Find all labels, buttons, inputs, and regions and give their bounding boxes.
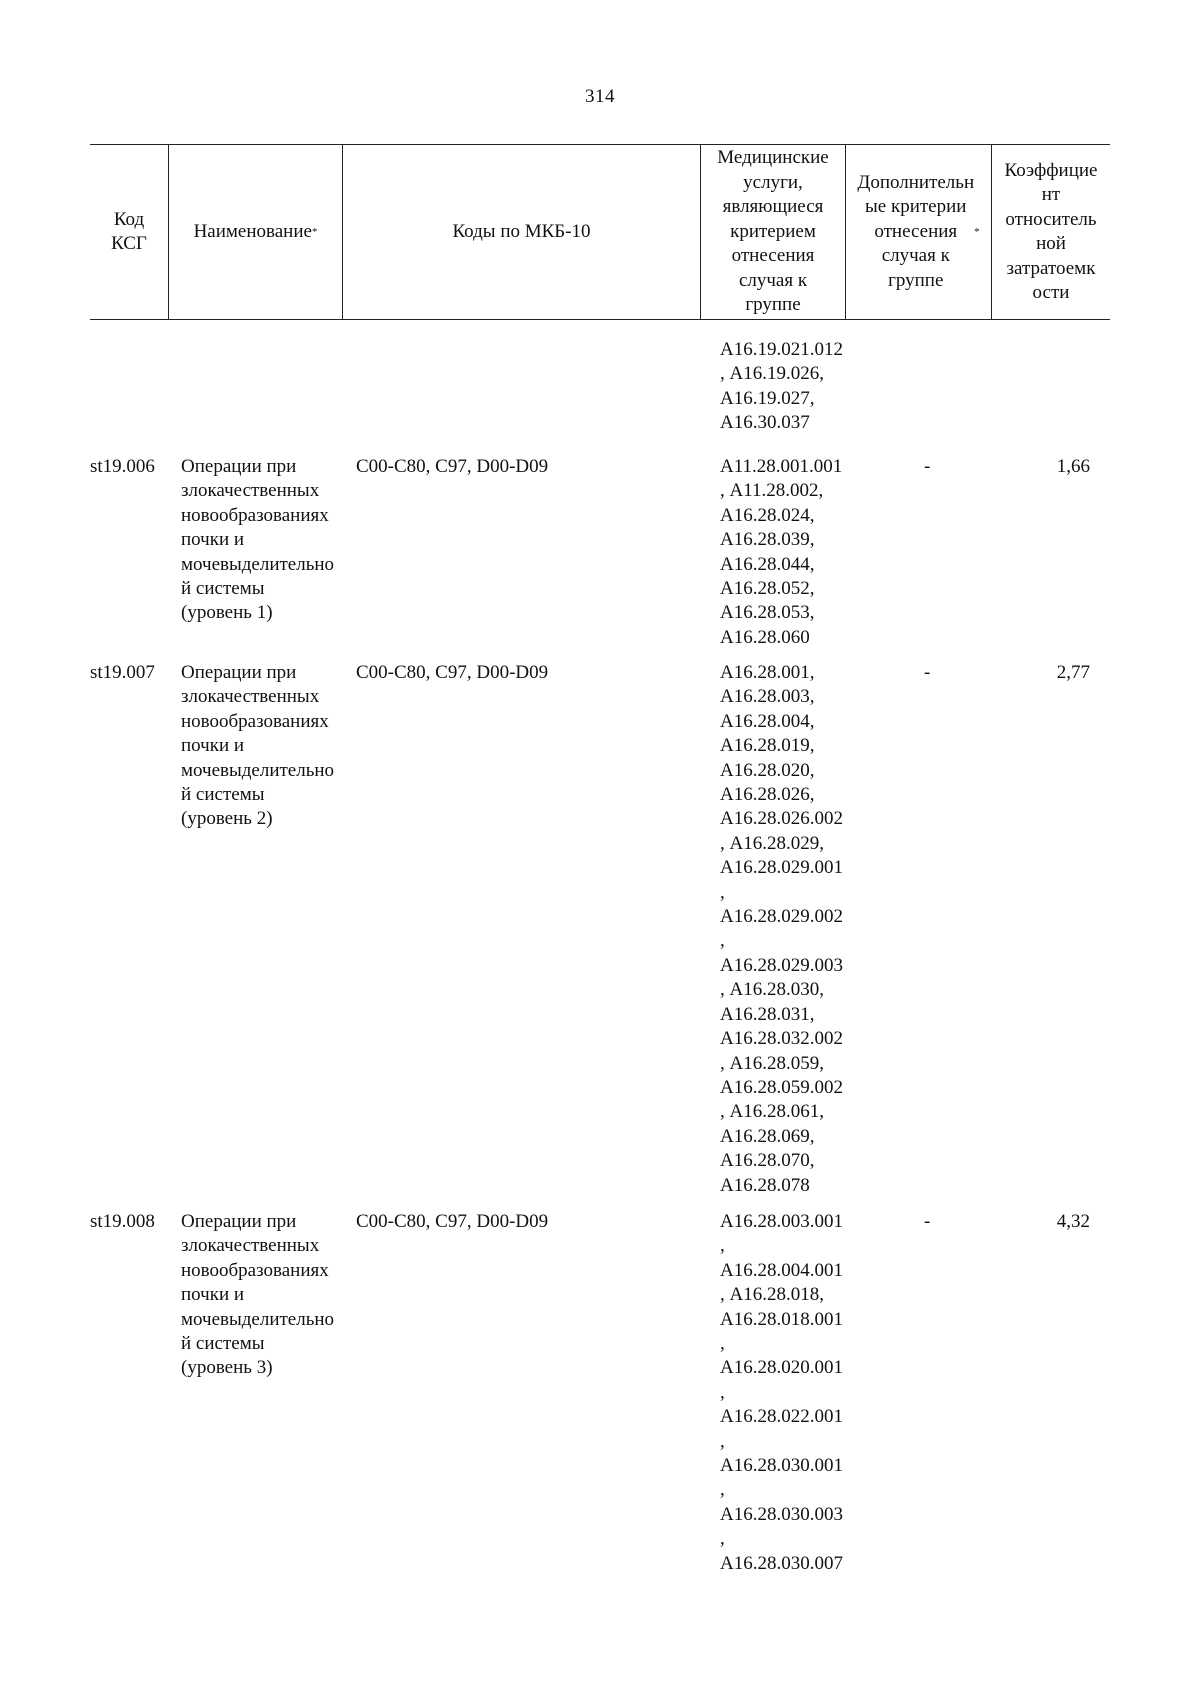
row-coef: 1,66 — [1056, 456, 1090, 477]
row-services: А11.28.001.001 , А11.28.002, А16.28.024, А16.28.039, А16.28.044, А16.28.052, А16.28.053, А16.28.060 — [720, 456, 843, 648]
row-services: А16.28.001, А16.28.003, А16.28.004, А16.28.019, А16.28.020, А16.28.026, А16.28.026.002 , А16.28.029, А16.28.029.001 , А16.28.029.002 , А16.28.029.003 , А16.28.030, А16.28.031, А16.28.032.002 , А16.28.059, А16.28.059.002 , А16.28.061, А16.28.069, А16.28.070, А16.28.078 — [720, 662, 843, 1196]
header-extra: Дополнительн ые критерии отнесения случая к группе * — [857, 171, 980, 291]
row-name: Операции при злокачественных новообразованиях почки и мочевыделительно й системы (уровень 3) — [181, 1211, 335, 1379]
row-code: st19.006 — [90, 456, 155, 477]
row-name: Операции при злокачественных новообразованиях почки и мочевыделительно й системы (уровень 1) — [181, 456, 335, 624]
row-extra: - — [924, 456, 931, 477]
row-extra: - — [924, 662, 931, 683]
header-coef: Коэффицие нт относитель ной затратоемк ости — [1004, 159, 1098, 303]
page-number: 314 — [585, 86, 615, 107]
row-name: Операции при злокачественных новообразованиях почки и мочевыделительно й системы (уровень 2) — [181, 662, 335, 830]
row-mkb: C00-C80, C97, D00-D09 — [356, 662, 549, 683]
row-mkb: C00-C80, C97, D00-D09 — [356, 456, 549, 477]
row-services: А16.28.003.001 , А16.28.004.001 , А16.28.018, А16.28.018.001 , А16.28.020.001 , А16.28.022.001 , А16.28.030.001 , А16.28.030.003 , А16.28.030.007 — [720, 1211, 843, 1574]
ksg-table — [90, 144, 1110, 1574]
header-mkb: Коды по МКБ-10 — [452, 220, 591, 242]
table-header — [90, 144, 1110, 320]
row-code: st19.007 — [90, 662, 155, 683]
header-name: Наименование * — [193, 220, 318, 242]
row-code: st19.008 — [90, 1211, 155, 1232]
row-coef: 4,32 — [1056, 1211, 1090, 1232]
header-services: Медицинские услуги, являющиеся критерием отнесения случая к группе — [717, 147, 829, 316]
row-extra: - — [924, 1211, 931, 1232]
row-coef: 2,77 — [1056, 662, 1090, 683]
header-code: Код КСГ — [111, 208, 147, 254]
row-mkb: C00-C80, C97, D00-D09 — [356, 1211, 549, 1232]
continuation-services: А16.19.021.012 , А16.19.026, А16.19.027, А16.30.037 — [720, 339, 843, 434]
